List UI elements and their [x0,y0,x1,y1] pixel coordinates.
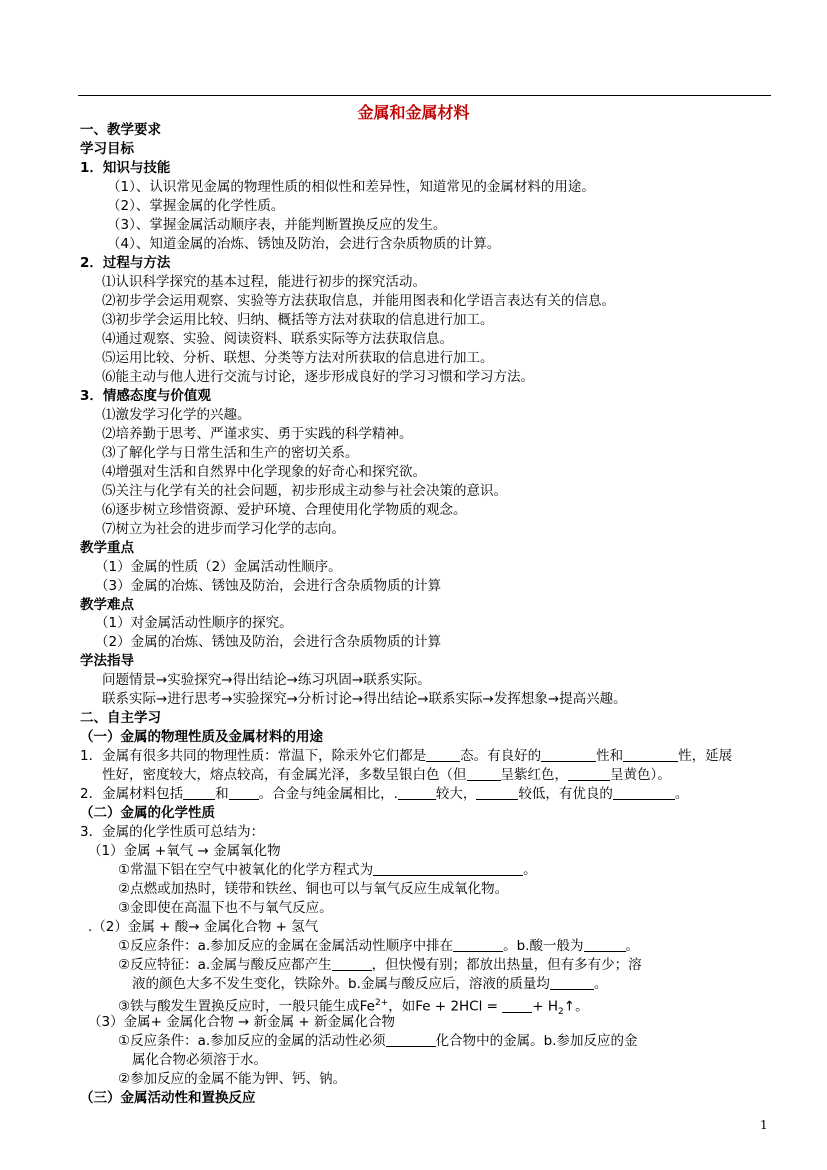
subsection-heading: （二）金属的化学性质 [80,805,215,821]
fill-blank[interactable] [613,785,675,800]
paragraph: ②反应特征：a.金属与酸反应都产生 ，但快慢有别；都放出热量，但有多有少；溶 [118,957,642,973]
fill-blank[interactable] [332,956,372,971]
fill-blank[interactable] [398,785,436,800]
section-heading: 一、教学要求 [80,122,161,138]
paragraph: （3）金属+ 金属化合物 → 新金属 + 新金属化合物 [88,1014,395,1030]
paragraph: ②点燃或加热时，镁带和铁丝、铜也可以与氧气反应生成氧化物。 [118,881,509,897]
page-number: 1 [760,1118,768,1132]
fill-blank[interactable] [476,785,518,800]
paragraph: （4）、知道金属的冶炼、锈蚀及防治，会进行含杂质物质的计算。 [107,236,501,252]
header-rule [78,95,771,96]
paragraph: 液的颜色大多不发生变化，铁除外。b.金属与酸反应后，溶液的质量均 。 [132,976,608,992]
paragraph: 问题情景→实验探究→得出结论→练习巩固→联系实际。 [102,672,431,688]
question-1-cont: 性好，密度较大，熔点较高，有金属光泽，多数呈银白色（但 呈紫红色， 呈黄色）。 [102,767,671,783]
fill-blank[interactable] [426,747,460,762]
paragraph: （3）金属的冶炼、锈蚀及防治，会进行含杂质物质的计算 [95,578,442,594]
subsection-heading: 学习目标 [80,141,134,157]
paragraph: （3）、掌握金属活动顺序表，并能判断置换反应的发生。 [107,217,447,233]
paragraph: （1）对金属活动性顺序的探究。 [95,615,293,631]
subsection-heading: 学法指导 [80,653,134,669]
question-2: 2．金属材料包括 和 。合金与纯金属相比，. 较大， 较低，有优良的 。 [80,786,689,802]
paragraph: 3．金属的化学性质可总结为： [80,824,265,840]
paragraph: ⑶初步学会运用比较、归纳、概括等方法对获取的信息进行加工。 [102,312,494,328]
paragraph: ③铁与酸发生置换反应时，一般只能生成$Fe^{2+}$，如Fe + 2HCl = + $H_2↑$。 [118,998,589,1018]
fill-blank[interactable] [550,975,594,990]
paragraph: ⑹能主动与他人进行交流与讨论，逐步形成良好的学习习惯和学习方法。 [102,369,534,385]
paragraph: （2）金属的冶炼、锈蚀及防治，会进行含杂质物质的计算 [95,634,442,650]
paragraph: ①反应条件：a.参加反应的金属的活动性必须 化合物中的金属。b.参加反应的金 [118,1033,638,1049]
fill-blank[interactable] [502,998,532,1013]
paragraph: （1）金属 +氧气 → 金属氧化物 [88,843,281,859]
paragraph: ⑴激发学习化学的兴趣。 [102,407,251,423]
paragraph: .（2）金属 + 酸→ 金属化合物 + 氢气 [88,919,319,935]
paragraph: 联系实际→进行思考→实验探究→分析讨论→得出结论→联系实际→发挥想象→提高兴趣。 [102,691,627,707]
fill-blank[interactable] [623,747,678,762]
subsection-heading: （三）金属活动性和置换反应 [80,1090,256,1106]
paragraph: ②参加反应的金属不能为钾、钙、钠。 [118,1071,347,1087]
fill-blank[interactable] [386,1032,436,1047]
fill-blank[interactable] [453,937,503,952]
fill-blank[interactable] [373,861,523,876]
fill-blank[interactable] [467,766,501,781]
paragraph: ⑸关注与化学有关的社会问题，初步形成主动参与社会决策的意识。 [102,483,507,499]
subsection-heading: 1．知识与技能 [80,160,171,176]
paragraph: ⑹逐步树立珍惜资源、爱护环境、合理使用化学物质的观念。 [102,502,467,518]
subsection-heading: 教学重点 [80,540,134,556]
paragraph: ⑸运用比较、分析、联想、分类等方法对所获取的信息进行加工。 [102,350,494,366]
paragraph: （1）、认识常见金属的物理性质的相似性和差异性，知道常见的金属材料的用途。 [107,179,595,195]
page-title: 金属和金属材料 [357,103,470,122]
subsection-heading: 3．情感态度与价值观 [80,388,211,404]
paragraph: ①常温下铝在空气中被氧化的化学方程式为 。 [118,862,537,878]
subsection-heading: 2．过程与方法 [80,255,171,271]
paragraph: ⑴认识科学探究的基本过程，能进行初步的探究活动。 [102,274,426,290]
subsection-heading: （一）金属的物理性质及金属材料的用途 [80,729,323,745]
fill-blank[interactable] [541,747,596,762]
paragraph: ③金即使在高温下也不与氧气反应。 [118,900,333,916]
subsection-heading: 教学难点 [80,597,134,613]
paragraph: ⑷通过观察、实验、阅读资料、联系实际等方法获取信息。 [102,331,453,347]
paragraph: （1）金属的性质（2）金属活动性顺序。 [95,559,342,575]
fill-blank[interactable] [229,785,259,800]
fill-blank[interactable] [183,785,215,800]
fill-blank[interactable] [584,937,626,952]
paragraph: ⑵培养勤于思考、严谨求实、勇于实践的科学精神。 [102,426,413,442]
paragraph: ⑷增强对生活和自然界中化学现象的好奇心和探究欲。 [102,464,426,480]
section-heading: 二、自主学习 [80,710,161,726]
question-1: 1．金属有很多共同的物理性质：常温下，除汞外它们都是 态。有良好的 性和 性，延展 [80,748,733,764]
paragraph: ⑵初步学会运用观察、实验等方法获取信息，并能用图表和化学语言表达有关的信息。 [102,293,615,309]
paragraph: ⑺树立为社会的进步而学习化学的志向。 [102,521,345,537]
paragraph: ⑶了解化学与日常生活和生产的密切关系。 [102,445,359,461]
fill-blank[interactable] [568,766,610,781]
paragraph: ①反应条件：a.参加反应的金属在金属活动性顺序中排在 。b.酸一般为 。 [118,938,640,954]
paragraph: 属化合物必须溶于水。 [132,1052,267,1068]
paragraph: （2）、掌握金属的化学性质。 [107,198,285,214]
